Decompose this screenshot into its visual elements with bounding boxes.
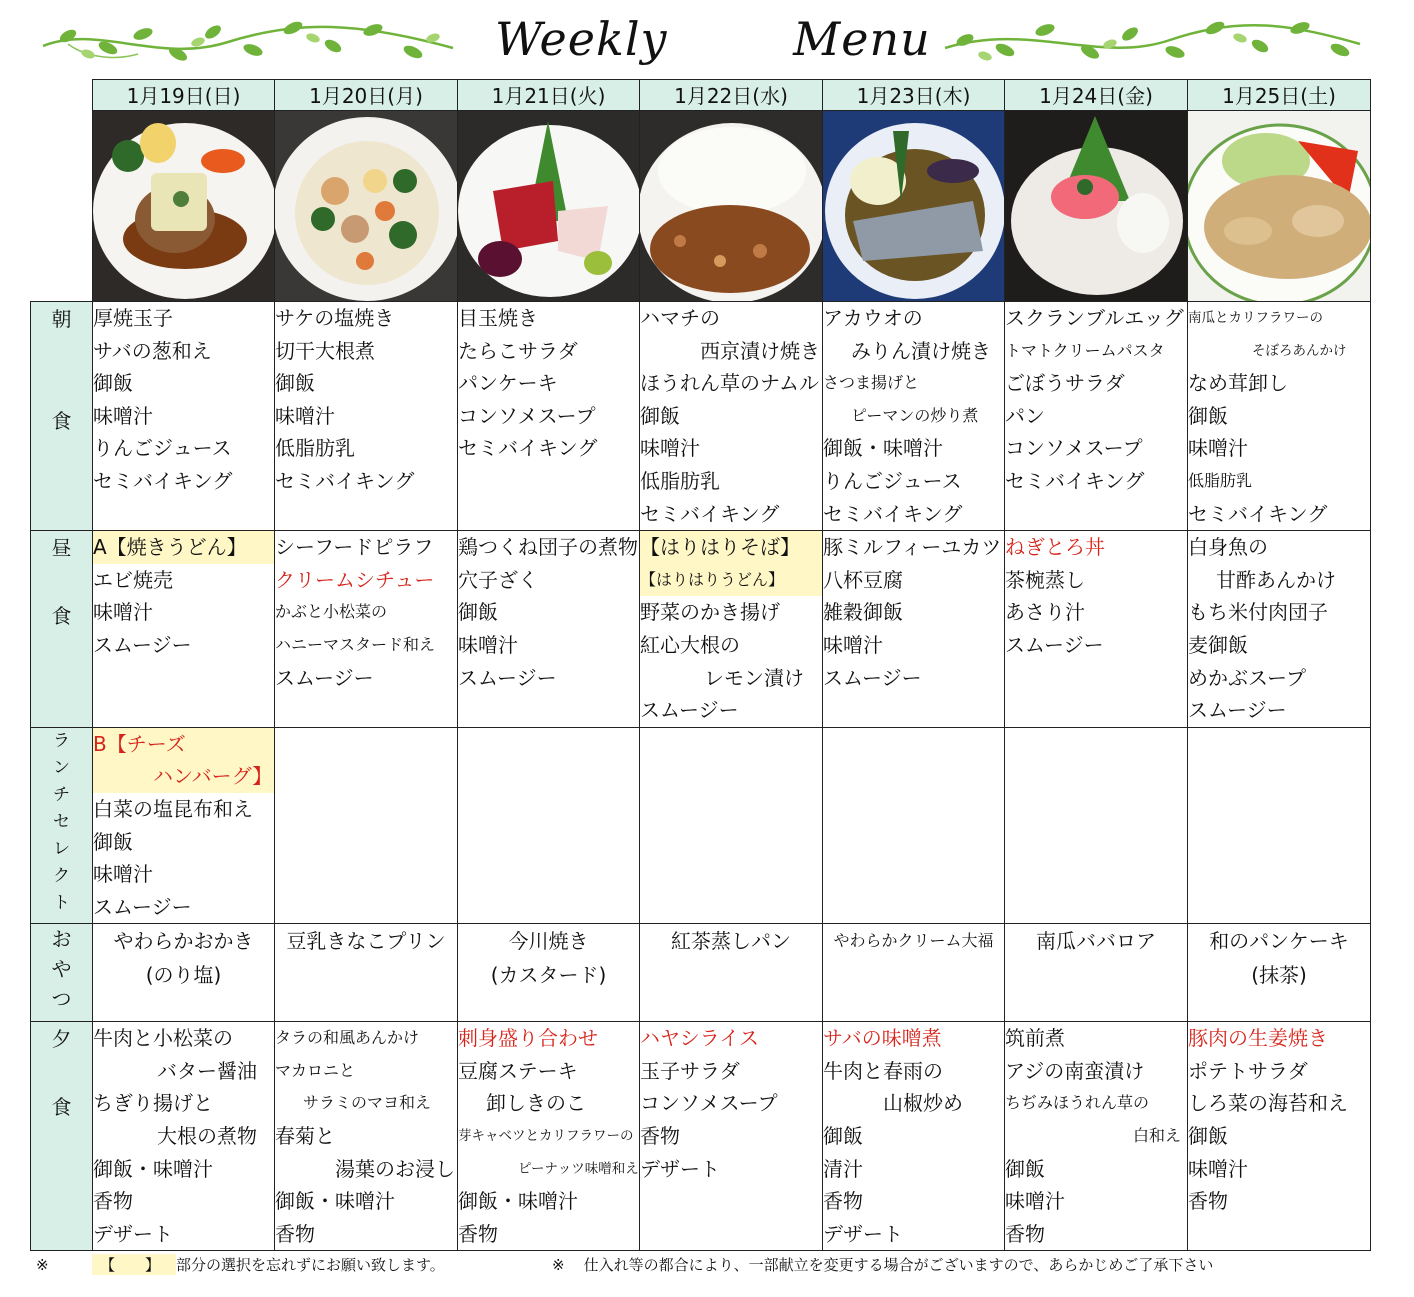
lunch-select-empty [1005, 727, 1188, 924]
lunch-cell: シーフードピラフ クリームシチュー かぶと小松菜の ハニーマスタード和え スムージー [275, 531, 458, 728]
meal-label-lunch-select: ラ ン チ セ レ ク ト [31, 727, 93, 924]
dish-photo [93, 111, 275, 302]
lunch-select-row [31, 727, 1371, 924]
lunch-cell: A【焼きうどん】 エビ焼売 味噌汁 スムージー [93, 531, 275, 728]
page-title: Weekly Menu [495, 12, 931, 66]
footer-notes [36, 1254, 1214, 1275]
date-header: 1月21日(火) [458, 80, 640, 111]
note-mark: ※ [36, 1256, 49, 1274]
dinner-cell: 刺身盛り合わせ 豆腐ステーキ 卸しきのこ 芽キャベツとカリフラワーの ピーナッツ味噌和え 御飯・味噌汁 香物 [458, 1022, 640, 1251]
meal-label-dinner: 夕 食 [31, 1022, 93, 1251]
meal-label-lunch: 昼 食 [31, 531, 93, 728]
date-header: 1月22日(水) [640, 80, 823, 111]
breakfast-cell: ハマチの 西京漬け焼き ほうれん草のナムル 御飯 味噌汁 低脂肪乳 セミバイキング [640, 302, 823, 531]
meal-label-snack: お や つ [31, 924, 93, 1022]
breakfast-cell: 厚焼玉子 サバの葱和え 御飯 味噌汁 りんごジュース セミバイキング [93, 302, 275, 531]
breakfast-cell: スクランブルエッグ トマトクリームパスタ ごぼうサラダ パン コンソメスープ セミバイキング [1005, 302, 1188, 531]
date-header: 1月25日(土) [1188, 80, 1371, 111]
dinner-cell: 筑前煮 アジの南蛮漬け ちぢみほうれん草の 白和え 御飯 味噌汁 香物 [1005, 1022, 1188, 1251]
date-header: 1月19日(日) [93, 80, 275, 111]
snack-cell: やわらかクリーム大福 [823, 924, 1005, 1022]
dish-photo [458, 111, 640, 302]
snack-cell: 今川焼き (カスタード) [458, 924, 640, 1022]
selection-note: 部分の選択を忘れずにお願い致します。 [176, 1256, 445, 1274]
dish-photo [275, 111, 458, 302]
lunch-select-empty [823, 727, 1005, 924]
meal-label-breakfast: 朝 食 [31, 302, 93, 531]
lunch-cell: 豚ミルフィーユカツ 八杯豆腐 雑穀御飯 味噌汁 スムージー [823, 531, 1005, 728]
breakfast-cell: アカウオの みりん漬け焼き さつま揚げと ピーマンの炒り煮 御飯・味噌汁 りんごジュース セミバイキング [823, 302, 1005, 531]
bracket-highlight: 【 】 [92, 1254, 176, 1275]
dinner-cell: 牛肉と小松菜の バター醤油 ちぎり揚げと 大根の煮物 御飯・味噌汁 香物 デザート [93, 1022, 275, 1251]
date-header: 1月24日(金) [1005, 80, 1188, 111]
dinner-row [31, 1022, 1371, 1251]
lunch-row [31, 531, 1371, 728]
date-header: 1月20日(月) [275, 80, 458, 111]
choice-a-highlight: A【焼きうどん】 [93, 531, 274, 564]
snack-cell: 和のパンケーキ (抹茶) [1188, 924, 1371, 1022]
lunch-select-empty [1188, 727, 1371, 924]
weekly-menu-table [30, 79, 1371, 1251]
choice-highlight: 【はりはりそば】 [640, 531, 822, 564]
breakfast-cell: サケの塩焼き 切干大根煮 御飯 味噌汁 低脂肪乳 セミバイキング [275, 302, 458, 531]
snack-row [31, 924, 1371, 1022]
lunch-select-empty [275, 727, 458, 924]
dinner-cell: タラの和風あんかけ マカロニと サラミのマヨ和え 春菊と 湯葉のお浸し 御飯・味噌汁 香物 [275, 1022, 458, 1251]
snack-cell: 豆乳きなこプリン [275, 924, 458, 1022]
vine-left-decoration [38, 14, 458, 70]
date-row [31, 80, 1371, 111]
date-header: 1月23日(木) [823, 80, 1005, 111]
lunch-select-empty [458, 727, 640, 924]
dish-photo [823, 111, 1005, 302]
snack-cell: 紅茶蒸しパン [640, 924, 823, 1022]
breakfast-cell: 南瓜とカリフラワーの そぼろあんかけ なめ茸卸し 御飯 味噌汁 低脂肪乳 セミバイキング [1188, 302, 1371, 531]
choice-highlight: 【はりはりうどん】 [640, 564, 822, 597]
snack-cell: 南瓜ババロア [1005, 924, 1188, 1022]
lunch-select-empty [640, 727, 823, 924]
lunch-cell: 鶏つくね団子の煮物 穴子ざく 御飯 味噌汁 スムージー [458, 531, 640, 728]
breakfast-cell: 目玉焼き たらこサラダ パンケーキ コンソメスープ セミバイキング [458, 302, 640, 531]
lunch-select-cell: B【チーズ ハンバーグ】 白菜の塩昆布和え 御飯 味噌汁 スムージー [93, 727, 275, 924]
lunch-cell: 【はりはりそば】 【はりはりうどん】 野菜のかき揚げ 紅心大根の レモン漬け スムージー [640, 531, 823, 728]
dinner-cell: 豚肉の生姜焼き ポテトサラダ しろ菜の海苔和え 御飯 味噌汁 香物 [1188, 1022, 1371, 1251]
dinner-cell: サバの味噌煮 牛肉と春雨の 山椒炒め 御飯 清汁 香物 デザート [823, 1022, 1005, 1251]
change-note: ※ 仕入れ等の都合により、一部献立を変更する場合がございますので、あらかじめご了承下さい [552, 1256, 1214, 1274]
corner-blank [31, 111, 93, 302]
snack-cell: やわらかおかき (のり塩) [93, 924, 275, 1022]
dish-photo [640, 111, 823, 302]
dish-photo [1005, 111, 1188, 302]
breakfast-row [31, 302, 1371, 531]
vine-right-decoration [940, 14, 1364, 70]
page-header [0, 0, 1414, 80]
dish-photo [1188, 111, 1371, 302]
choice-b-label: B【チーズ [93, 731, 186, 756]
lunch-cell: ねぎとろ丼 茶椀蒸し あさり汁 スムージー [1005, 531, 1188, 728]
dinner-cell: ハヤシライス 玉子サラダ コンソメスープ 香物 デザート [640, 1022, 823, 1251]
photo-row [31, 111, 1371, 302]
corner-blank [31, 80, 93, 111]
lunch-cell: 白身魚の 甘酢あんかけ もち米付肉団子 麦御飯 めかぶスープ スムージー [1188, 531, 1371, 728]
